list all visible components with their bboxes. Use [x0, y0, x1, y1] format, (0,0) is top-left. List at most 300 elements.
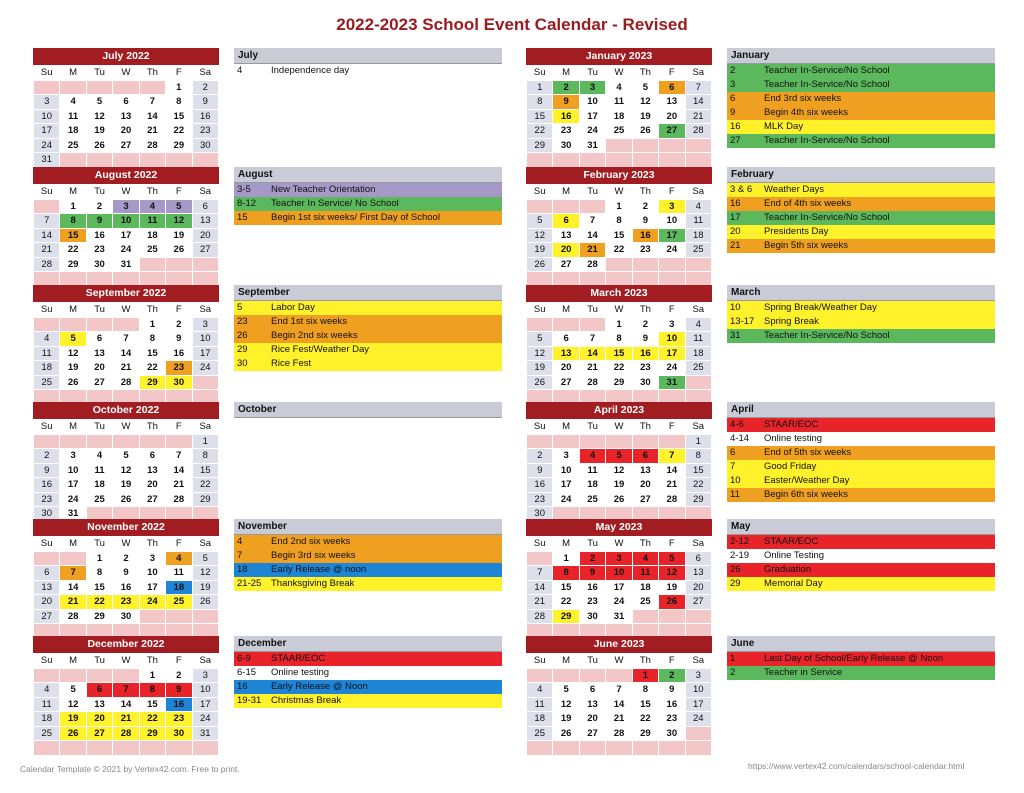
day-cell[interactable]: 4 [86, 449, 112, 464]
day-cell[interactable]: 29 [632, 726, 658, 741]
day-cell[interactable]: 19 [60, 712, 86, 727]
day-cell[interactable]: 11 [527, 697, 553, 712]
day-cell[interactable]: 2 [113, 551, 139, 566]
day-cell[interactable]: 14 [113, 697, 139, 712]
day-cell[interactable]: 13 [632, 463, 658, 478]
day-cell[interactable]: 26 [527, 257, 553, 272]
day-cell[interactable]: 7 [113, 683, 139, 698]
day-cell[interactable]: 21 [113, 361, 139, 376]
day-cell[interactable]: 22 [527, 124, 553, 139]
day-cell[interactable]: 9 [553, 95, 579, 110]
day-cell[interactable]: 15 [527, 109, 553, 124]
day-cell[interactable]: 28 [166, 492, 192, 507]
day-cell[interactable]: 14 [606, 697, 632, 712]
day-cell[interactable]: 16 [632, 228, 658, 243]
day-cell[interactable]: 1 [553, 551, 579, 566]
day-cell[interactable]: 28 [60, 609, 86, 624]
day-cell[interactable]: 5 [606, 449, 632, 464]
day-cell[interactable]: 30 [86, 257, 112, 272]
day-cell[interactable]: 5 [60, 332, 86, 347]
day-cell[interactable]: 8 [685, 449, 711, 464]
day-cell[interactable]: 22 [60, 243, 86, 258]
day-cell[interactable]: 14 [34, 228, 60, 243]
day-cell[interactable]: 14 [139, 109, 165, 124]
day-cell[interactable]: 4 [60, 95, 86, 110]
day-cell[interactable]: 25 [685, 243, 711, 258]
day-cell[interactable]: 29 [60, 257, 86, 272]
day-cell[interactable]: 2 [553, 80, 579, 95]
day-cell[interactable]: 24 [139, 595, 165, 610]
day-cell[interactable]: 24 [192, 361, 218, 376]
day-cell[interactable]: 20 [632, 478, 658, 493]
day-cell[interactable]: 19 [60, 361, 86, 376]
day-cell[interactable]: 2 [86, 199, 112, 214]
day-cell[interactable]: 2 [659, 668, 685, 683]
day-cell[interactable]: 15 [166, 109, 192, 124]
day-cell[interactable]: 27 [139, 492, 165, 507]
day-cell[interactable]: 9 [192, 95, 218, 110]
day-cell[interactable]: 20 [34, 595, 60, 610]
day-cell[interactable]: 24 [685, 712, 711, 727]
day-cell[interactable]: 17 [685, 697, 711, 712]
day-cell[interactable]: 13 [553, 228, 579, 243]
day-cell[interactable]: 5 [659, 551, 685, 566]
day-cell[interactable]: 18 [632, 580, 658, 595]
day-cell[interactable]: 16 [579, 580, 605, 595]
day-cell[interactable]: 31 [579, 138, 605, 153]
day-cell[interactable]: 7 [34, 214, 60, 229]
day-cell[interactable]: 24 [579, 124, 605, 139]
day-cell[interactable]: 19 [527, 243, 553, 258]
day-cell[interactable]: 31 [192, 726, 218, 741]
day-cell[interactable]: 12 [527, 228, 553, 243]
day-cell[interactable]: 8 [632, 683, 658, 698]
day-cell[interactable]: 1 [192, 434, 218, 449]
day-cell[interactable]: 5 [60, 683, 86, 698]
day-cell[interactable]: 20 [553, 243, 579, 258]
day-cell[interactable]: 8 [166, 95, 192, 110]
day-cell[interactable]: 18 [685, 346, 711, 361]
day-cell[interactable]: 8 [606, 214, 632, 229]
day-cell[interactable]: 25 [685, 361, 711, 376]
day-cell[interactable]: 11 [34, 697, 60, 712]
day-cell[interactable]: 12 [60, 346, 86, 361]
day-cell[interactable]: 9 [86, 214, 112, 229]
day-cell[interactable]: 28 [139, 138, 165, 153]
day-cell[interactable]: 16 [192, 109, 218, 124]
day-cell[interactable]: 11 [606, 95, 632, 110]
day-cell[interactable]: 14 [685, 95, 711, 110]
day-cell[interactable]: 23 [632, 361, 658, 376]
day-cell[interactable]: 5 [632, 80, 658, 95]
day-cell[interactable]: 19 [553, 712, 579, 727]
day-cell[interactable]: 3 [192, 317, 218, 332]
day-cell[interactable]: 11 [86, 463, 112, 478]
day-cell[interactable]: 9 [166, 332, 192, 347]
day-cell[interactable]: 4 [166, 551, 192, 566]
day-cell[interactable]: 18 [606, 109, 632, 124]
day-cell[interactable]: 1 [166, 80, 192, 95]
day-cell[interactable]: 15 [86, 580, 112, 595]
day-cell[interactable]: 21 [34, 243, 60, 258]
day-cell[interactable]: 13 [139, 463, 165, 478]
day-cell[interactable]: 26 [659, 595, 685, 610]
day-cell[interactable]: 30 [192, 138, 218, 153]
day-cell[interactable]: 29 [139, 726, 165, 741]
day-cell[interactable]: 28 [527, 609, 553, 624]
day-cell[interactable]: 2 [632, 199, 658, 214]
day-cell[interactable]: 26 [192, 595, 218, 610]
day-cell[interactable]: 9 [659, 683, 685, 698]
day-cell[interactable]: 26 [527, 375, 553, 390]
day-cell[interactable]: 2 [192, 80, 218, 95]
day-cell[interactable]: 12 [192, 566, 218, 581]
day-cell[interactable]: 1 [86, 551, 112, 566]
day-cell[interactable]: 28 [113, 726, 139, 741]
day-cell[interactable]: 7 [659, 449, 685, 464]
day-cell[interactable]: 13 [192, 214, 218, 229]
footer-url[interactable]: https://www.vertex42.com/calendars/school-calendar.html [748, 761, 965, 771]
day-cell[interactable]: 11 [579, 463, 605, 478]
day-cell[interactable]: 6 [86, 332, 112, 347]
day-cell[interactable]: 20 [659, 109, 685, 124]
day-cell[interactable]: 22 [139, 712, 165, 727]
day-cell[interactable]: 20 [139, 478, 165, 493]
day-cell[interactable]: 6 [139, 449, 165, 464]
day-cell[interactable]: 9 [34, 463, 60, 478]
day-cell[interactable]: 24 [606, 595, 632, 610]
day-cell[interactable]: 7 [60, 566, 86, 581]
day-cell[interactable]: 17 [139, 580, 165, 595]
day-cell[interactable]: 18 [579, 478, 605, 493]
day-cell[interactable]: 29 [139, 375, 165, 390]
day-cell[interactable]: 30 [659, 726, 685, 741]
day-cell[interactable]: 23 [632, 243, 658, 258]
day-cell[interactable]: 30 [632, 375, 658, 390]
day-cell[interactable]: 18 [60, 124, 86, 139]
day-cell[interactable]: 27 [86, 726, 112, 741]
day-cell[interactable]: 7 [606, 683, 632, 698]
day-cell[interactable]: 25 [166, 595, 192, 610]
day-cell[interactable]: 13 [86, 346, 112, 361]
day-cell[interactable]: 7 [139, 95, 165, 110]
day-cell[interactable]: 3 [579, 80, 605, 95]
day-cell[interactable]: 13 [553, 346, 579, 361]
day-cell[interactable]: 18 [166, 580, 192, 595]
day-cell[interactable]: 28 [579, 257, 605, 272]
day-cell[interactable]: 2 [166, 668, 192, 683]
day-cell[interactable]: 21 [113, 712, 139, 727]
day-cell[interactable]: 8 [527, 95, 553, 110]
day-cell[interactable]: 31 [60, 507, 86, 522]
day-cell[interactable]: 3 [659, 317, 685, 332]
day-cell[interactable]: 18 [139, 228, 165, 243]
day-cell[interactable]: 3 [685, 668, 711, 683]
day-cell[interactable]: 26 [60, 375, 86, 390]
day-cell[interactable]: 13 [86, 697, 112, 712]
day-cell[interactable]: 11 [60, 109, 86, 124]
day-cell[interactable]: 4 [685, 317, 711, 332]
day-cell[interactable]: 9 [527, 463, 553, 478]
day-cell[interactable]: 19 [166, 228, 192, 243]
day-cell[interactable]: 19 [606, 478, 632, 493]
day-cell[interactable]: 26 [86, 138, 112, 153]
day-cell[interactable]: 31 [659, 375, 685, 390]
day-cell[interactable]: 3 [139, 551, 165, 566]
day-cell[interactable]: 30 [34, 507, 60, 522]
day-cell[interactable]: 18 [527, 712, 553, 727]
day-cell[interactable]: 6 [86, 683, 112, 698]
day-cell[interactable]: 28 [685, 124, 711, 139]
day-cell[interactable]: 22 [606, 361, 632, 376]
day-cell[interactable]: 17 [60, 478, 86, 493]
day-cell[interactable]: 20 [553, 361, 579, 376]
day-cell[interactable]: 13 [113, 109, 139, 124]
day-cell[interactable]: 30 [527, 507, 553, 522]
day-cell[interactable]: 10 [659, 332, 685, 347]
day-cell[interactable]: 2 [632, 317, 658, 332]
day-cell[interactable]: 25 [579, 492, 605, 507]
day-cell[interactable]: 4 [579, 449, 605, 464]
day-cell[interactable]: 20 [192, 228, 218, 243]
day-cell[interactable]: 29 [685, 492, 711, 507]
day-cell[interactable]: 2 [579, 551, 605, 566]
day-cell[interactable]: 27 [34, 609, 60, 624]
day-cell[interactable]: 10 [192, 332, 218, 347]
day-cell[interactable]: 12 [606, 463, 632, 478]
day-cell[interactable]: 25 [60, 138, 86, 153]
day-cell[interactable]: 19 [632, 109, 658, 124]
day-cell[interactable]: 1 [685, 434, 711, 449]
day-cell[interactable]: 11 [139, 214, 165, 229]
day-cell[interactable]: 22 [86, 595, 112, 610]
day-cell[interactable]: 20 [86, 712, 112, 727]
day-cell[interactable]: 17 [659, 228, 685, 243]
day-cell[interactable]: 31 [34, 153, 60, 168]
day-cell[interactable]: 18 [34, 712, 60, 727]
day-cell[interactable]: 12 [113, 463, 139, 478]
day-cell[interactable]: 16 [86, 228, 112, 243]
day-cell[interactable]: 29 [527, 138, 553, 153]
day-cell[interactable]: 23 [113, 595, 139, 610]
day-cell[interactable]: 23 [166, 361, 192, 376]
day-cell[interactable]: 7 [685, 80, 711, 95]
day-cell[interactable]: 23 [527, 492, 553, 507]
day-cell[interactable]: 30 [579, 609, 605, 624]
day-cell[interactable]: 10 [553, 463, 579, 478]
day-cell[interactable]: 6 [659, 80, 685, 95]
day-cell[interactable]: 13 [34, 580, 60, 595]
day-cell[interactable]: 18 [685, 228, 711, 243]
day-cell[interactable]: 3 [553, 449, 579, 464]
day-cell[interactable]: 5 [86, 95, 112, 110]
day-cell[interactable]: 23 [553, 124, 579, 139]
day-cell[interactable]: 20 [685, 580, 711, 595]
day-cell[interactable]: 11 [685, 214, 711, 229]
day-cell[interactable]: 3 [113, 199, 139, 214]
day-cell[interactable]: 29 [166, 138, 192, 153]
day-cell[interactable]: 5 [166, 199, 192, 214]
day-cell[interactable]: 3 [60, 449, 86, 464]
day-cell[interactable]: 21 [685, 109, 711, 124]
day-cell[interactable]: 26 [166, 243, 192, 258]
day-cell[interactable]: 23 [192, 124, 218, 139]
day-cell[interactable]: 27 [579, 726, 605, 741]
day-cell[interactable]: 18 [34, 361, 60, 376]
day-cell[interactable]: 14 [60, 580, 86, 595]
day-cell[interactable]: 16 [632, 346, 658, 361]
day-cell[interactable]: 25 [606, 124, 632, 139]
day-cell[interactable]: 14 [579, 228, 605, 243]
day-cell[interactable]: 31 [113, 257, 139, 272]
day-cell[interactable]: 9 [579, 566, 605, 581]
day-cell[interactable]: 3 [34, 95, 60, 110]
day-cell[interactable]: 6 [632, 449, 658, 464]
day-cell[interactable]: 27 [632, 492, 658, 507]
day-cell[interactable]: 3 [192, 668, 218, 683]
day-cell[interactable]: 11 [685, 332, 711, 347]
day-cell[interactable]: 9 [632, 332, 658, 347]
day-cell[interactable]: 8 [553, 566, 579, 581]
day-cell[interactable]: 24 [659, 361, 685, 376]
day-cell[interactable]: 31 [606, 609, 632, 624]
day-cell[interactable]: 23 [86, 243, 112, 258]
day-cell[interactable]: 27 [659, 124, 685, 139]
day-cell[interactable]: 15 [632, 697, 658, 712]
day-cell[interactable]: 15 [139, 697, 165, 712]
day-cell[interactable]: 10 [139, 566, 165, 581]
day-cell[interactable]: 30 [113, 609, 139, 624]
day-cell[interactable]: 22 [685, 478, 711, 493]
day-cell[interactable]: 21 [579, 243, 605, 258]
day-cell[interactable]: 4 [34, 683, 60, 698]
day-cell[interactable]: 24 [34, 138, 60, 153]
day-cell[interactable]: 6 [113, 95, 139, 110]
day-cell[interactable]: 15 [553, 580, 579, 595]
day-cell[interactable]: 16 [527, 478, 553, 493]
day-cell[interactable]: 1 [606, 317, 632, 332]
day-cell[interactable]: 30 [166, 726, 192, 741]
day-cell[interactable]: 18 [86, 478, 112, 493]
day-cell[interactable]: 16 [113, 580, 139, 595]
day-cell[interactable]: 25 [86, 492, 112, 507]
day-cell[interactable]: 4 [139, 199, 165, 214]
day-cell[interactable]: 8 [192, 449, 218, 464]
day-cell[interactable]: 5 [113, 449, 139, 464]
day-cell[interactable]: 5 [553, 683, 579, 698]
day-cell[interactable]: 25 [527, 726, 553, 741]
day-cell[interactable]: 7 [579, 214, 605, 229]
day-cell[interactable]: 15 [606, 228, 632, 243]
day-cell[interactable]: 19 [113, 478, 139, 493]
day-cell[interactable]: 27 [86, 375, 112, 390]
day-cell[interactable]: 12 [166, 214, 192, 229]
day-cell[interactable]: 12 [632, 95, 658, 110]
day-cell[interactable]: 24 [553, 492, 579, 507]
day-cell[interactable]: 17 [113, 228, 139, 243]
day-cell[interactable]: 20 [579, 712, 605, 727]
day-cell[interactable]: 16 [166, 346, 192, 361]
day-cell[interactable]: 28 [34, 257, 60, 272]
day-cell[interactable]: 21 [606, 712, 632, 727]
day-cell[interactable]: 26 [606, 492, 632, 507]
day-cell[interactable]: 2 [166, 317, 192, 332]
day-cell[interactable]: 20 [86, 361, 112, 376]
day-cell[interactable]: 4 [685, 199, 711, 214]
day-cell[interactable]: 23 [659, 712, 685, 727]
day-cell[interactable]: 4 [34, 332, 60, 347]
day-cell[interactable]: 9 [632, 214, 658, 229]
day-cell[interactable]: 6 [553, 332, 579, 347]
day-cell[interactable]: 14 [113, 346, 139, 361]
day-cell[interactable]: 10 [34, 109, 60, 124]
day-cell[interactable]: 23 [579, 595, 605, 610]
day-cell[interactable]: 19 [527, 361, 553, 376]
day-cell[interactable]: 29 [192, 492, 218, 507]
day-cell[interactable]: 15 [192, 463, 218, 478]
day-cell[interactable]: 21 [139, 124, 165, 139]
day-cell[interactable]: 8 [139, 683, 165, 698]
day-cell[interactable]: 26 [553, 726, 579, 741]
day-cell[interactable]: 7 [527, 566, 553, 581]
day-cell[interactable]: 23 [34, 492, 60, 507]
day-cell[interactable]: 9 [113, 566, 139, 581]
day-cell[interactable]: 6 [192, 199, 218, 214]
day-cell[interactable]: 16 [659, 697, 685, 712]
day-cell[interactable]: 23 [166, 712, 192, 727]
day-cell[interactable]: 6 [579, 683, 605, 698]
day-cell[interactable]: 19 [86, 124, 112, 139]
day-cell[interactable]: 7 [113, 332, 139, 347]
day-cell[interactable]: 27 [192, 243, 218, 258]
day-cell[interactable]: 24 [659, 243, 685, 258]
day-cell[interactable]: 21 [527, 595, 553, 610]
day-cell[interactable]: 29 [553, 609, 579, 624]
day-cell[interactable]: 1 [527, 80, 553, 95]
day-cell[interactable]: 25 [139, 243, 165, 258]
day-cell[interactable]: 13 [685, 566, 711, 581]
day-cell[interactable]: 30 [553, 138, 579, 153]
day-cell[interactable]: 10 [60, 463, 86, 478]
day-cell[interactable]: 24 [192, 712, 218, 727]
day-cell[interactable]: 28 [606, 726, 632, 741]
day-cell[interactable]: 4 [632, 551, 658, 566]
day-cell[interactable]: 1 [606, 199, 632, 214]
day-cell[interactable]: 10 [113, 214, 139, 229]
day-cell[interactable]: 27 [685, 595, 711, 610]
day-cell[interactable]: 22 [553, 595, 579, 610]
day-cell[interactable]: 17 [34, 124, 60, 139]
day-cell[interactable]: 25 [34, 726, 60, 741]
day-cell[interactable]: 17 [553, 478, 579, 493]
day-cell[interactable]: 19 [659, 580, 685, 595]
day-cell[interactable]: 14 [527, 580, 553, 595]
day-cell[interactable]: 17 [192, 346, 218, 361]
day-cell[interactable]: 11 [34, 346, 60, 361]
day-cell[interactable]: 17 [579, 109, 605, 124]
day-cell[interactable]: 21 [60, 595, 86, 610]
day-cell[interactable]: 6 [34, 566, 60, 581]
day-cell[interactable]: 15 [139, 346, 165, 361]
day-cell[interactable]: 6 [553, 214, 579, 229]
day-cell[interactable]: 8 [60, 214, 86, 229]
day-cell[interactable]: 10 [192, 683, 218, 698]
day-cell[interactable]: 21 [659, 478, 685, 493]
day-cell[interactable]: 1 [60, 199, 86, 214]
day-cell[interactable]: 17 [192, 697, 218, 712]
day-cell[interactable]: 15 [606, 346, 632, 361]
day-cell[interactable]: 28 [113, 375, 139, 390]
